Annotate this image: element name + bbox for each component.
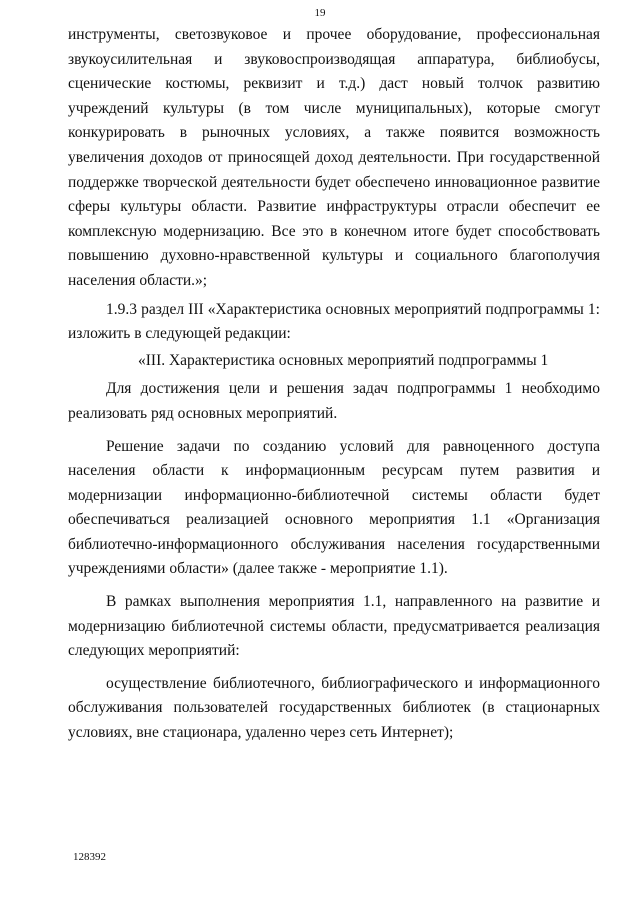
paragraph-section-amendment: 1.9.3 раздел III «Характеристика основных мероприятий подпрограммы 1: изложить в следующей редакции:: [68, 300, 600, 343]
paragraph-continuation: инструменты, светозвуковое и прочее оборудование, профессиональная звукоусилительная и звуковоспроизводящая аппаратура, библиобусы, сценические костюмы, реквизит и т.д.) даст новый толчок развитию учреждений культуры (в том числе муниципальных), которые смогут конкурировать в рыночных условиях, а также появится возможность увеличения доходов от приносящей доход деятельности. При государственной поддержке творческой деятельности будет обеспечено инновационное развитие сферы культуры области. Развитие инфраструктуры отрасли обеспечит ее комплексную модернизацию. Все это в конечном итоге будет способствовать повышению духовно-нравственной культуры и социального благополучия населения области.»;: [68, 26, 600, 289]
document-body: [68, 23, 600, 746]
paragraph-goal: Для достижения цели и решения задач подпрограммы 1 необходимо реализовать ряд основных мероприятий.: [68, 380, 600, 422]
page-number: 19: [314, 7, 326, 19]
section-heading: «III. Характеристика основных мероприятий подпрограммы 1: [138, 351, 549, 369]
paragraph-activity-scope: В рамках выполнения мероприятия 1.1, направленного на развитие и модернизацию библиотечной системы области, предусматривается реализация следующих мероприятий:: [68, 593, 600, 660]
paragraph-task-solution: Решение задачи по созданию условий для равноценного доступа населения области к информационным ресурсам путем развития и модернизации информационно-библиотечной системы области будет обеспечиваться реализацией основного мероприятия 1.1 «Организация библиотечно-информационного обслуживания населения государственными учреждениями области» (далее также - мероприятие 1.1).: [68, 437, 600, 578]
document-code: 128392: [73, 851, 106, 863]
paragraph-activity-item: осуществление библиотечного, библиографического и информационного обслуживания пользователей государственных библиотек (в стационарных условиях, вне стационара, удаленно через сеть Интернет);: [68, 674, 600, 742]
